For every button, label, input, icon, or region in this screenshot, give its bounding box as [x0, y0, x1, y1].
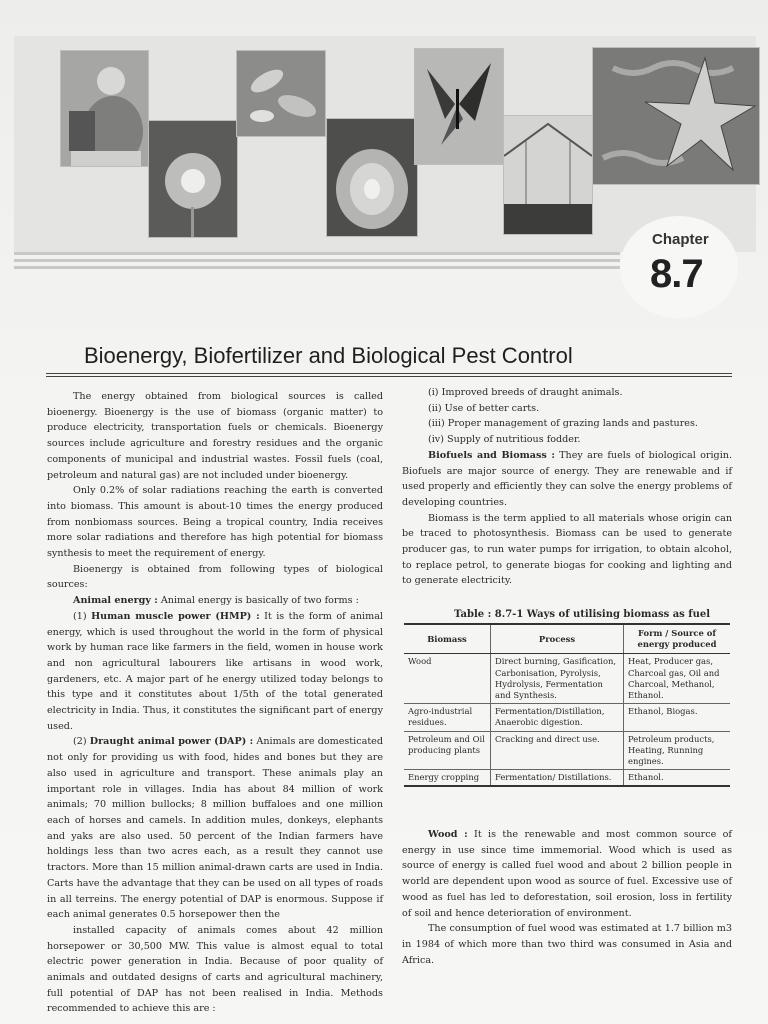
left-column: [47, 389, 383, 1017]
paragraph: [402, 511, 732, 590]
paragraph: [47, 734, 383, 922]
paragraph-text: (iv) Supply of nutritious fodder.: [428, 434, 581, 446]
table-cell: Fermentation/ Distillations.: [491, 770, 624, 787]
greenhouse-photo: [503, 115, 593, 235]
page-title: Bioenergy, Biofertilizer and Biological Pest Control: [84, 343, 573, 368]
paragraph: [402, 416, 732, 432]
starfish-photo: [592, 47, 760, 185]
table-caption: Table : 8.7-1 Ways of utilising biomass as fuel: [454, 609, 711, 620]
dandelion-photo: [148, 120, 238, 238]
run-in-heading: Draught animal power (DAP) :: [89, 736, 254, 748]
biomass-table: [404, 623, 730, 787]
paragraph: [402, 827, 732, 921]
table-row: [404, 770, 730, 787]
table-header-cell: Process: [491, 624, 624, 654]
table-row: [404, 654, 730, 704]
paragraph: [402, 921, 732, 968]
paragraph-text: Biomass is the term applied to all materials whose origin can be traced to photosynthesis. Biomass can be used to generate producer gas, to run water pumps for irrigation, to obtain alcohol, to replace petrol, to generate biogas for cooking and lighting and to generate electricity.: [402, 512, 732, 587]
paragraph-text: Animals are domesticated not only for providing us with food, hides and bones but they are also used in agriculture and transport. These animals play an important role in villages. India has about 84 million of work animals; 70 million bullocks; 8 million buffaloes and one million each of horses and camels. In addition mules, donkeys, elephants and yaks are also used. 50 percent of the Indian farmers have holdings less than two acres each, as a result they cannot use tractors. More than 15 million animal-drawn carts are used in India. Carts have the advantage that they can be used on all types of roads in all terreins. The energy potential of DAP is enormous. Suppose if each animal generates 0.5 horsepower then the: [47, 736, 383, 921]
paragraph-text: installed capacity of animals comes about 42 million horsepower or 30,500 MW. This value is almost equal to total electric power generation in India. Because of poor quality of animals and outdated designs of carts and agricultural machinery, full potential of DAP has not been realised in India. Methods recommended to achieve this are :: [47, 924, 383, 1015]
run-in-heading: Animal energy :: [73, 595, 158, 607]
paragraph-text: It is the form of animal energy, which is used throughout the world in the form of physical work by human race like farmers in the field, women in house work and non agricultural labourers like artisans in wood work, gardeners, etc. A major part of he energy utilized today belongs to this type and it constitutes about 1/5th of the total generated electricity in India. Thus, it constitutes the significant part of energy used.: [47, 610, 383, 732]
table-cell: Agro-industrial residues.: [404, 704, 491, 731]
table-header-cell: Biomass: [404, 624, 491, 654]
decorative-stripe: [14, 266, 620, 269]
table-row: [404, 704, 730, 731]
paragraph-text: (i) Improved breeds of draught animals.: [428, 387, 623, 398]
table-cell: Energy cropping: [404, 770, 491, 787]
paragraph: [47, 389, 383, 483]
table-cell: Cracking and direct use.: [491, 731, 624, 770]
paragraph: [47, 483, 383, 562]
chapter-number: 8.7: [650, 252, 703, 296]
title-rule: [46, 373, 732, 374]
table-cell: Wood: [404, 654, 491, 704]
paragraph: [47, 562, 383, 593]
right-column-top: [402, 385, 732, 589]
table-row: [404, 731, 730, 770]
paragraph-text: The energy obtained from biological sources is called bioenergy. Bioenergy is the use of biomass (organic matter) to produce electricity, transportation fuels or chemicals. Bioenergy sources include agriculture and forestry residues and the organic components of municipal and industrial wastes. Fossil fuels (coal, petroleum and natural gas) are not included under bioenergy.: [47, 391, 383, 481]
paragraph: [402, 432, 732, 448]
bacteria-photo: [236, 50, 326, 137]
paragraph: [47, 593, 383, 609]
sea-anemone-photo: [326, 118, 418, 237]
run-in-heading: Biofuels and Biomass :: [428, 449, 555, 461]
table-cell: Heat, Producer gas, Charcoal gas, Oil and Charcoal, Methanol, Ethanol.: [624, 654, 731, 704]
paragraph: [402, 448, 732, 511]
paragraph-text: (iii) Proper management of grazing lands and pastures.: [428, 418, 698, 430]
title-rule: [46, 376, 732, 377]
table-cell: Ethanol, Biogas.: [624, 704, 731, 731]
paragraph: [47, 609, 383, 735]
paragraph-text: (ii) Use of better carts.: [428, 402, 540, 414]
lab-worker-photo: [60, 50, 149, 167]
chapter-label: Chapter: [652, 231, 709, 248]
table-header-cell: Form / Source of energy produced: [624, 624, 731, 654]
paragraph-text: Only 0.2% of solar radiations reaching the earth is converted into biomass. This amount is about-10 times the energy produced from nonbiomass sources. Being a tropical country, India receives more solar radiations and therefore has high potential for biomass synthesis to meet the requirement of energy.: [47, 485, 383, 560]
paragraph: [402, 385, 732, 401]
table-cell: Petroleum and Oil producing plants: [404, 731, 491, 770]
paragraph-text: Animal energy is basically of two forms :: [157, 595, 359, 607]
paragraph-text: They are fuels of biological origin. Biofuels are major source of energy. They are renewable and if used properly and efficiently they can solve the energy problems of developing countries.: [402, 449, 732, 508]
decorative-stripe: [14, 252, 620, 255]
table-cell: Fermentation/Distillation, Anaerobic digestion.: [491, 704, 624, 731]
paragraph-text: The consumption of fuel wood was estimated at 1.7 billion m3 in 1984 of which more than two third was consumed in Asia and Africa.: [402, 923, 732, 966]
table-cell: Petroleum products, Heating, Running engines.: [624, 731, 731, 770]
decorative-stripe: [14, 259, 620, 262]
paragraph-text: It is the renewable and most common source of energy in use since time immemorial. Wood which is used as source of energy is called fuel wood and about 2 billion people in world are dependent upon wood as source of fuel. Excessive use of wood as fuel has led to deforestation, soil erosion, loss in fertility of soil and hence deterioration of environment.: [402, 829, 732, 919]
run-in-heading: Human muscle power (HMP) :: [91, 610, 260, 622]
paragraph: [47, 923, 383, 1017]
right-column-bottom: [402, 827, 732, 968]
list-marker: (2): [73, 736, 90, 748]
paragraph-text: Bioenergy is obtained from following types of biological sources:: [47, 563, 383, 591]
table-cell: Ethanol.: [624, 770, 731, 787]
run-in-heading: Wood :: [428, 829, 468, 840]
butterfly-photo: [414, 48, 504, 165]
table-cell: Direct burning, Gasification, Carbonisation, Pyrolysis, Hydrolysis, Fermentation and Synthesis.: [491, 654, 624, 704]
list-marker: (1): [73, 610, 92, 622]
paragraph: [402, 401, 732, 417]
